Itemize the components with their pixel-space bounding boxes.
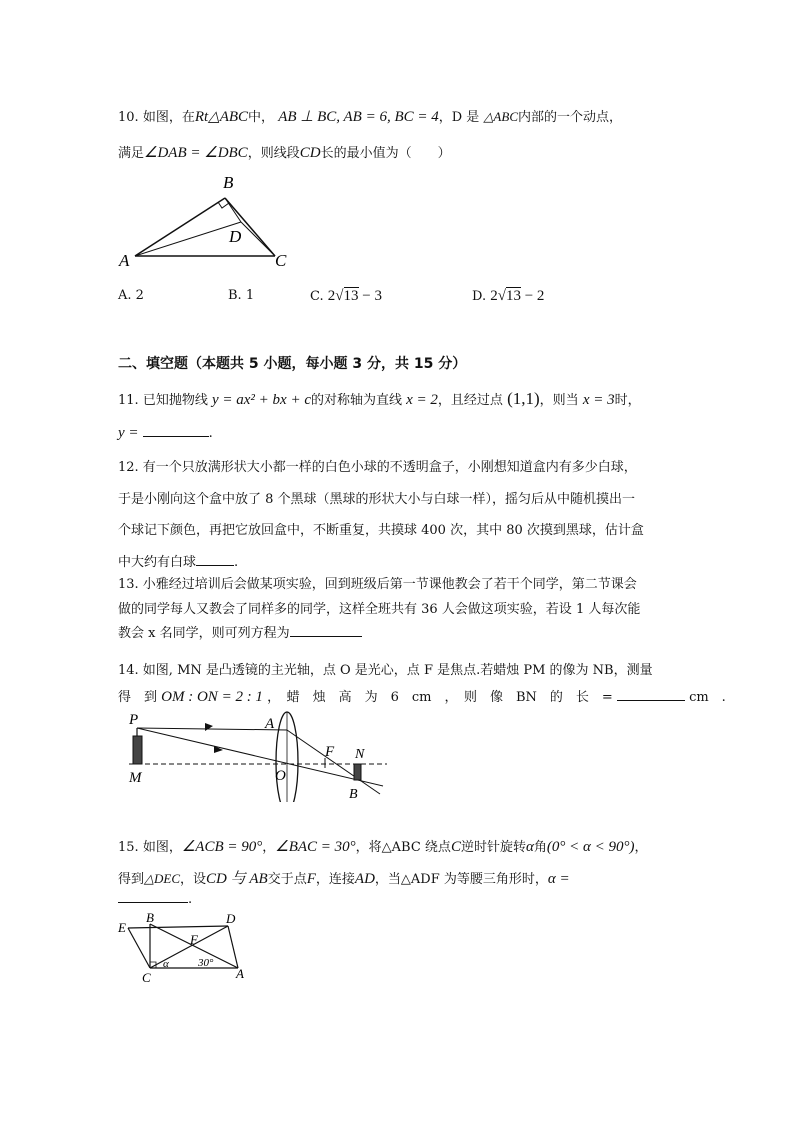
q14-label-n: N (355, 747, 365, 762)
q14-line2 (118, 688, 726, 707)
q15-label-alpha: α (163, 958, 169, 970)
q15-cd-ab: CD 与 AB (206, 871, 268, 887)
q10-option-a (118, 288, 144, 303)
q10-option-c-suffix: − 3 (358, 288, 382, 304)
q13-line1: 13. 小雅经过培训后会做某项实验，回到班级后第一节课他教会了若干个同学，第二节课会 (118, 577, 637, 592)
q15-text4: 角 (533, 840, 547, 855)
q11-text3: ，且经过点 (437, 393, 503, 408)
q12-line4-end: . (234, 555, 239, 570)
q15-line3 (118, 890, 192, 909)
q10-option-a-value: 2 (135, 288, 144, 303)
q10-angle-condition: ∠DAB = ∠DBC (144, 145, 248, 161)
q15-number: 15. (118, 840, 139, 855)
q14-line1: 14. 如图, MN 是凸透镜的主光轴，点 O 是光心，点 F 是焦点.若蜡烛 PM 的像为 NB，测量 (118, 663, 653, 678)
q10-line2 (118, 144, 451, 163)
q15-range: (0° < α < 90°) (546, 839, 635, 855)
q10-intro: 如图，在 (142, 110, 195, 125)
q15-text1: 如图， (142, 840, 182, 855)
q15-label-d: D (226, 911, 236, 926)
q10-in: 中， (248, 110, 275, 125)
q10-option-b-value: 1 (245, 288, 255, 303)
q10-d-text: ，D 是 (438, 110, 480, 125)
q15-angle-acb: ∠ACB = 90° (181, 839, 263, 855)
q11-line2 (118, 424, 213, 443)
q12-answer-blank[interactable] (196, 553, 234, 566)
q11-number: 11. (118, 393, 139, 408)
q15-angle-bac: ∠BAC = 30° (275, 839, 356, 855)
q15-line2-b: ，设 (180, 872, 207, 887)
q10-label-c: C (275, 251, 287, 270)
q15-line2 (118, 870, 570, 889)
q14-label-f: F (325, 744, 335, 760)
q10-segment-ad (135, 222, 241, 256)
q10-cd: CD (299, 145, 321, 161)
q10-right-angle-mark (218, 202, 229, 208)
q10-option-b-letter: B. (228, 288, 242, 303)
q15-point-c: C (450, 839, 461, 855)
q10-label-b: B (223, 173, 234, 192)
q10-option-c: C. 2√13 − 3 (310, 288, 382, 304)
q14-label-o: O (275, 768, 286, 784)
q14-label-a: A (265, 716, 275, 732)
q15-end: . (188, 892, 193, 907)
q15-line2-e: ，当△ADF 为等腰三角形时， (374, 872, 548, 887)
q14-ray-refracted (287, 730, 380, 794)
q10-line2-prefix: 满足 (118, 146, 145, 161)
q15-comma: ， (262, 840, 276, 855)
q12-line1: 12. 有一个只放满形状大小都一样的白色小球的不透明盒子，小刚想知道盒内有多少白球， (118, 460, 637, 475)
q12-line3: 个球记下颜色，再把它放回盒中，不断重复，共摸球 400 次，其中 80 次摸到黑球，估计盒 (118, 523, 644, 538)
q14-line2-b: ， 蜡 烛 高 为 6 cm ， 则 像 BN 的 长 = (267, 690, 613, 705)
q10-option-d-suffix: − 2 (520, 288, 545, 304)
q13-line2: 做的同学每人又教会了同样多的同学，这样全班共有 36 人会做这项实验，若设 1 人每次能 (118, 602, 641, 617)
q15-label-e: E (118, 920, 126, 935)
q10-segment-cd (241, 222, 275, 256)
q10-condition: AB ⊥ BC, AB = 6, BC = 4 (278, 109, 439, 125)
q15-label-f: F (190, 932, 198, 947)
q10-option-b (228, 288, 254, 303)
q11-answer-end: . (208, 426, 213, 441)
q10-triangle-abc: △ABC (483, 109, 518, 124)
q10-option-a-letter: A. (118, 288, 132, 303)
q11-line1 (118, 390, 641, 410)
q15-point-f: F (306, 871, 316, 887)
q10-number: 10. (118, 110, 139, 125)
q10-rt-triangle: Rt△ABC (194, 109, 249, 125)
q15-text5: ， (634, 840, 648, 855)
q14-unit: cm . (689, 690, 726, 705)
q10-figure (115, 170, 295, 270)
q10-option-c-radicand: 13 (343, 288, 359, 304)
q10-line1 (118, 108, 622, 127)
q11-equation: y = ax² + bx + c (211, 392, 311, 408)
q14-candle (133, 736, 142, 764)
q10-label-d: D (229, 227, 242, 246)
q15-line1 (118, 838, 647, 857)
q10-side-ab (135, 198, 225, 256)
q11-text5: 时， (614, 393, 641, 408)
q12-line4-text: 中大约有白球 (118, 555, 197, 570)
q12-line2: 于是小刚向这个盒中放了 8 个黑球（黑球的形状大小与白球一样），摇匀后从中随机摸出一 (118, 492, 636, 507)
q15-line2-d: ，连接 (315, 872, 355, 887)
q11-point: (1,1) (507, 389, 540, 408)
q14-image (354, 764, 361, 780)
q13-line3 (118, 624, 362, 643)
q10-line2-suffix: ，则线段 (247, 146, 300, 161)
q15-line2-c: 交于点 (267, 872, 307, 887)
q11-text4: ，则当 (539, 393, 579, 408)
q10-option-d-radicand: 13 (505, 288, 521, 304)
q10-segment-bd (225, 198, 241, 222)
q15-text2: ，将△ABC 绕点 (355, 840, 451, 855)
q14-ray-center (137, 728, 383, 786)
q15-label-c: C (142, 970, 151, 985)
q10-option-c-letter: C. (310, 289, 324, 304)
q15-triangle-dec: △DEC (144, 871, 181, 886)
q15-alpha: α (525, 839, 534, 855)
section2-heading: 二、填空题（本题共 5 小题，每小题 3 分，共 15 分） (118, 356, 467, 372)
q15-answer-blank[interactable] (118, 890, 188, 903)
q14-line2-a: 得 到 (118, 690, 158, 705)
q13-answer-blank[interactable] (290, 624, 362, 637)
q10-min-value: 长的最小值为（ ） (320, 146, 451, 161)
q15-label-30: 30° (198, 957, 214, 969)
q14-ratio: OM : ON = 2 : 1 (161, 689, 263, 705)
q11-text1: 已知抛物线 (142, 393, 208, 408)
q11-text2: 的对称轴为直线 (310, 393, 402, 408)
q14-figure (125, 706, 390, 802)
q14-label-m: M (129, 770, 142, 786)
q11-axis: x = 2 (406, 392, 438, 408)
q15-figure (116, 910, 256, 986)
q15-line2-a: 得到 (118, 872, 145, 887)
q10-moving-point: 内部的一个动点， (518, 110, 623, 125)
q13-line3-text: 教会 x 名同学，则可列方程为 (118, 626, 290, 641)
q11-x-value: x = 3 (582, 392, 615, 408)
q11-answer-prefix: y = (118, 425, 139, 441)
q15-label-b: B (146, 910, 154, 925)
q10-option-d-prefix: 2 (490, 288, 498, 304)
q14-label-b: B (349, 787, 358, 802)
q10-label-a: A (119, 251, 130, 270)
q14-label-p: P (129, 712, 139, 728)
q15-segment-ad: AD (354, 871, 375, 887)
q10-option-d-letter: D. (472, 289, 487, 304)
q15-text3: 逆时针旋转 (460, 840, 526, 855)
q15-alpha-eq: α = (547, 871, 570, 887)
q10-option-c-prefix: 2 (327, 288, 336, 304)
q12-line4 (118, 553, 238, 572)
q14-answer-blank[interactable] (617, 688, 685, 701)
q11-answer-blank[interactable] (143, 424, 209, 437)
q10-option-d: D. 2√13 − 2 (472, 288, 545, 304)
q15-label-a: A (236, 966, 244, 981)
